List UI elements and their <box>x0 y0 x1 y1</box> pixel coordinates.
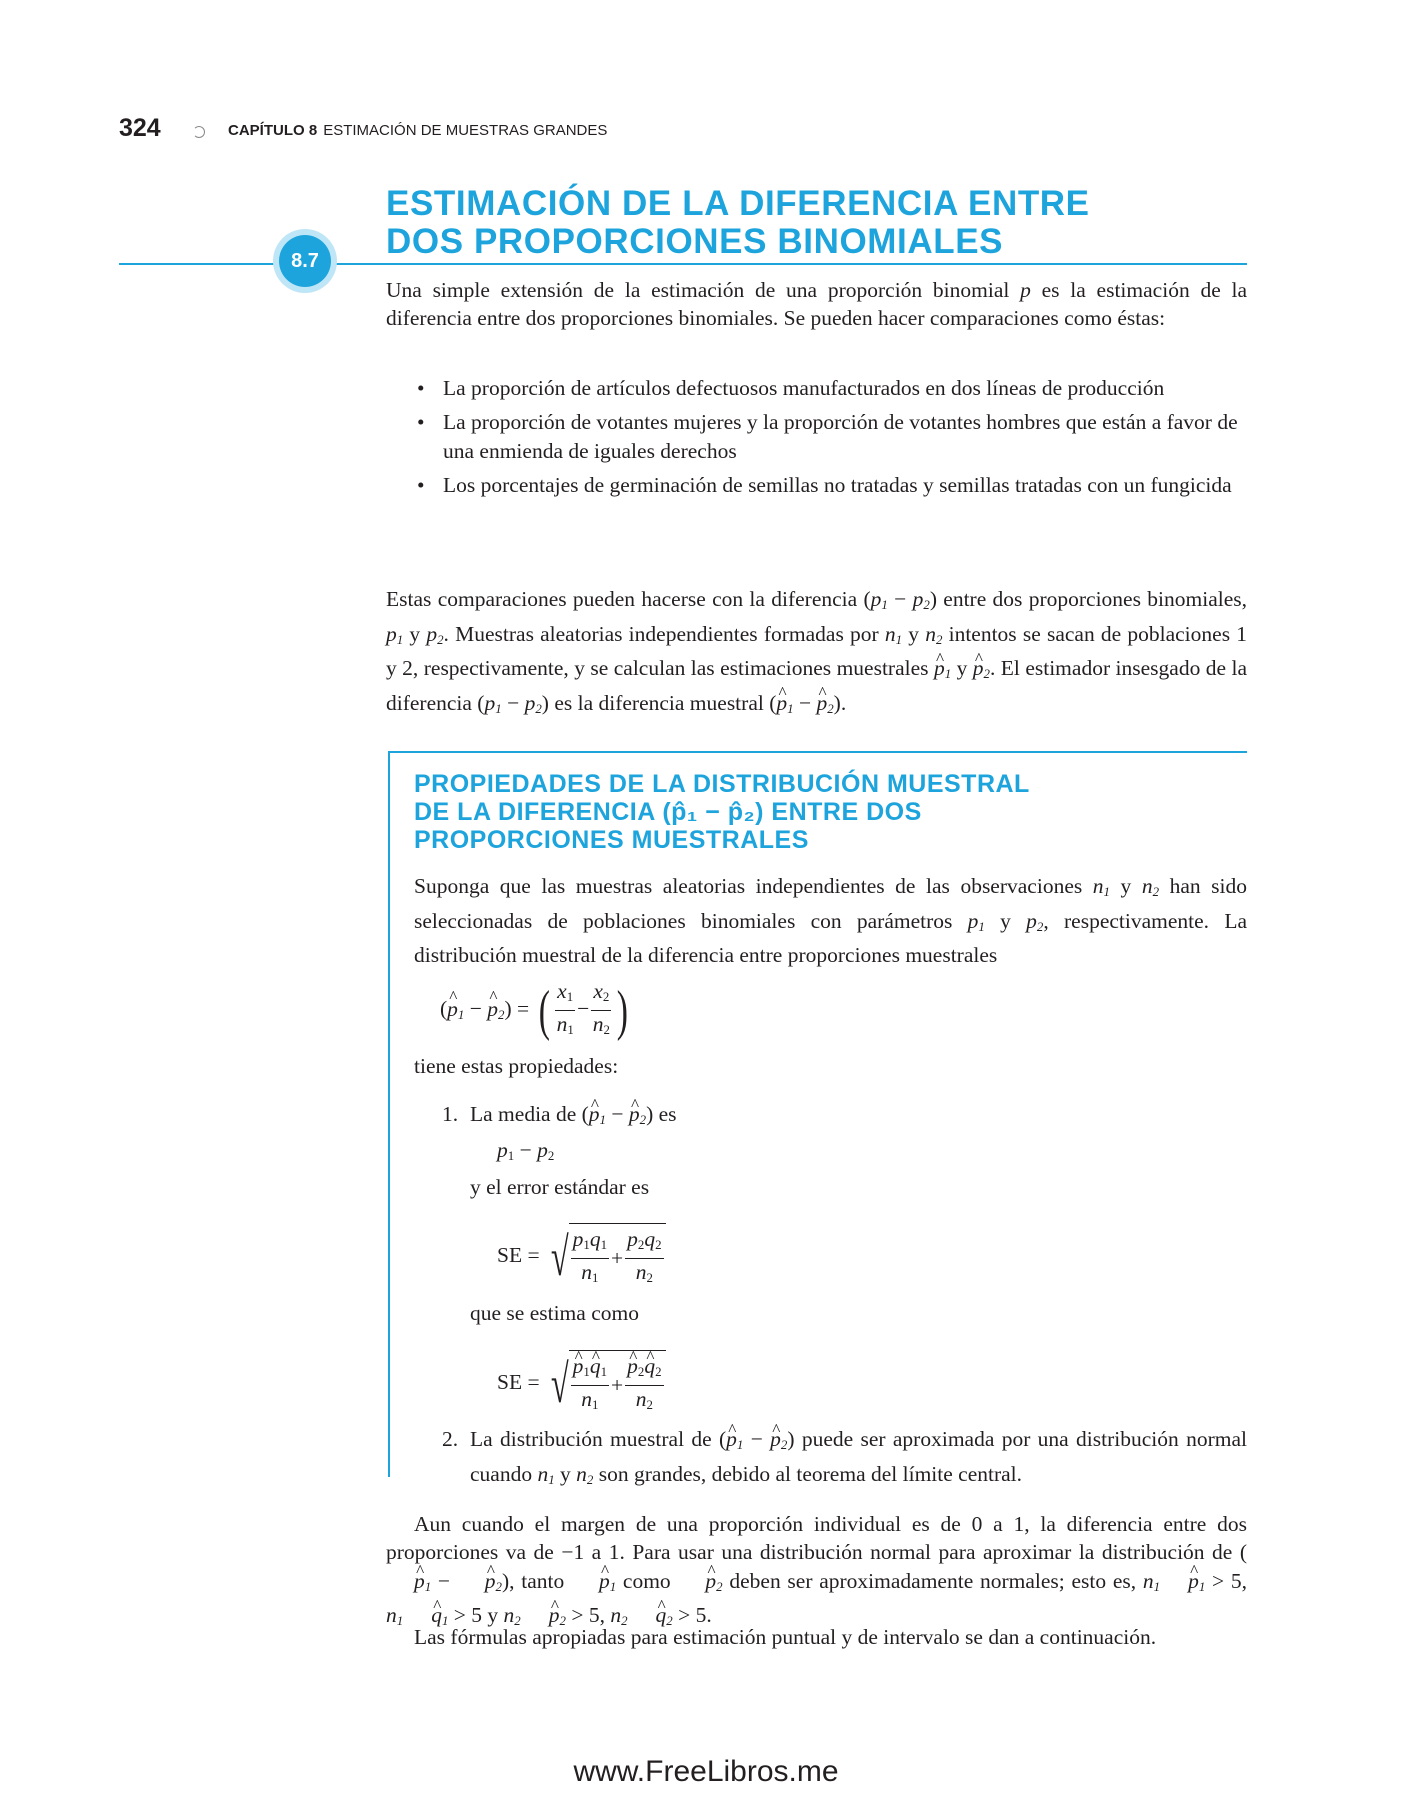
item-1-number: 1. <box>442 1102 459 1126</box>
bullet-icon: • <box>417 410 425 435</box>
closing-paragraph: Las fórmulas apropiadas para estimación puntual y de intervalo se dan a continuación. <box>414 1625 1157 1649</box>
se-label: SE = <box>497 1370 540 1395</box>
math-variable: ^ $p_2$ <box>677 1569 722 1593</box>
difference-formula: (^ $p_1$ − ^ $p_2$) = ( $\frac{x_1}{n_1}$ − $\frac{x_2}{n_2}$ ) <box>440 978 632 1043</box>
item-2-number: 2. <box>442 1427 459 1451</box>
math-variable: $n_2$ <box>1141 874 1160 900</box>
properties-intro: tiene estas propiedades: <box>414 1054 619 1078</box>
math-variable: ^ $p_1$ <box>386 1569 431 1593</box>
math-variable: ^ $p_2$ <box>457 1569 502 1593</box>
intro-paragraph: Una simple extensión de la estimación de una proporción binomial p es la estimación de la diferencia entre dos proporciones binomiales. Se pueden hacer comparaciones como éstas: <box>386 278 1248 331</box>
math-variable: $p_1$ <box>386 621 404 647</box>
math-variable: $n_2$ <box>925 621 943 647</box>
bullet-icon: • <box>417 376 425 400</box>
running-head-bullet-icon <box>193 126 205 138</box>
math-variable: ^ $q_2$ <box>628 1603 673 1627</box>
math-variable: $p_1$ <box>870 587 888 613</box>
math-variable: $n_1$ <box>1142 1568 1161 1594</box>
bullet-list <box>418 374 1247 505</box>
math-variable: p <box>1020 278 1031 302</box>
list-item <box>418 408 1247 465</box>
box-heading-line-3: PROPORCIONES MUESTRALES <box>414 826 809 854</box>
running-head <box>228 122 607 139</box>
math-variable: $n_1$ <box>884 621 903 647</box>
math-variable: $p_1$ <box>967 908 985 934</box>
list-item <box>418 374 1247 402</box>
math-variable: ^ $p_2$ <box>629 1102 646 1126</box>
mean-formula: $p_1 - p_2$ <box>497 1138 555 1164</box>
chapter-title: ESTIMACIÓN DE MUESTRAS GRANDES <box>323 122 608 139</box>
bullet-icon: • <box>417 472 425 497</box>
math-variable: ^ $p_1$ <box>776 691 793 715</box>
list-item-text: La proporción de artículos defectuosos manufacturados en dos líneas de producción <box>443 376 1165 400</box>
math-variable: ^ $q_1$ <box>403 1603 448 1627</box>
math-variable: ^ $p_2$ <box>521 1603 566 1627</box>
box-top-border <box>388 751 1247 753</box>
math-variable: $n_1$ <box>1092 874 1110 900</box>
math-variable: $p_2$ <box>1026 908 1044 934</box>
item-2-text: La distribución muestral de (^ $p_1$ − ^ $p_2$) puede ser aproximada por una distribución normal cuando $n_1$ y $n_2$ son grandes, debido al teorema del límite central. <box>470 1425 1247 1494</box>
math-variable: ^ $p_2$ <box>973 656 990 680</box>
math-variable: ^ $p_1$ <box>571 1569 616 1593</box>
math-variable: $n_1$ <box>537 1461 555 1487</box>
math-variable: $p_2$ <box>912 587 930 613</box>
math-variable: $n_1$ <box>386 1603 404 1629</box>
range-paragraph: Aun cuando el margen de una proporción individual es de 0 a 1, la diferencia entre dos proporciones va de −1 a 1. Para usar una distribución normal para aproximar la distribución de (^ $p_1$ − ^ $p_2$), tanto ^ $p_1$ como ^ $p_2$ deben ser aproximadamente normales; esto es, $n_1\^{}$ $p_1 > 5$, $n_1\^{}$ $q_1 > 5$ y $n_2\^{}$ $p_2 > 5$, $n_2\^{}$ $q_2 > 5$. <box>386 1510 1247 1636</box>
page-number: 324 <box>119 114 161 142</box>
box-left-border <box>388 751 390 1477</box>
list-item-text: Los porcentajes de germinación de semillas no tratadas y semillas tratadas con un fungicida <box>443 472 1232 497</box>
math-variable: ^ $p_1$ <box>934 656 951 680</box>
math-variable: ^ $p_2$ <box>816 691 833 715</box>
se-estimate-formula: SE = √ ^ $\frac{p_1\^{} q_1}{n_1}$ + ^ $\frac{p_2\^{} q_2}{n_2}$ <box>497 1350 666 1418</box>
section-title-line-1: ESTIMACIÓN DE LA DIFERENCIA ENTRE <box>386 184 1090 223</box>
math-variable: $n_2$ <box>610 1603 628 1629</box>
se-formula: SE = √ $\frac{p_1q_1}{n_1}$ + $\frac{p_2q_2}{n_2}$ <box>497 1223 666 1291</box>
math-variable: ^ $p_1$ <box>589 1102 606 1126</box>
list-item-text: La proporción de votantes mujeres y la proporción de votantes hombres que están a favor de una enmienda de iguales derechos <box>443 410 1238 463</box>
footer-watermark: www.FreeLibros.me <box>573 1755 839 1788</box>
estimate-text: que se estima como <box>470 1301 639 1325</box>
math-variable: ^ $p_2$ <box>770 1427 787 1451</box>
item-1-text: La media de (^ $p_1$ − ^ $p_2$) es <box>470 1100 677 1135</box>
standard-error-text: y el error estándar es <box>470 1175 650 1199</box>
section-title-line-2: DOS PROPORCIONES BINOMIALES <box>386 222 1004 261</box>
list-item <box>418 471 1247 499</box>
math-variable: ^ $p_1$ <box>1160 1569 1205 1593</box>
chapter-label: CAPÍTULO 8 <box>228 122 318 139</box>
math-variable: $p_1$ <box>484 690 502 716</box>
math-variable: $n_2$ <box>576 1461 594 1487</box>
box-paragraph: Suponga que las muestras aleatorias independientes de las observaciones $n_1$ y $n_2$ han sido seleccionadas de poblaciones binomiales con parámetros $p_1$ y $p_2$, respectivamente. La distribución muestral de la diferencia entre proporciones muestrales <box>414 874 1247 968</box>
box-heading-line-2: DE LA DIFERENCIA (p̂₁ − p̂₂) ENTRE DOS <box>414 798 922 826</box>
math-variable: $p_2$ <box>524 690 542 716</box>
box-heading-line-1: PROPIEDADES DE LA DISTRIBUCIÓN MUESTRAL <box>414 770 1030 798</box>
se-label: SE = <box>497 1243 540 1268</box>
math-variable: $p_2$ <box>426 621 444 647</box>
math-variable: ^ $p_1$ <box>726 1427 743 1451</box>
comparison-paragraph: Estas comparaciones pueden hacerse con la diferencia $(p_1 - p_2)$ entre dos proporciones binomiales, $p_1$ y $p_2$. Muestras aleatorias independientes formadas por $n_1$ y $n_2$ intentos se sacan de poblaciones 1 y 2, respectivamente, y se calculan las estimaciones muestrales ^ $p_1$ y ^ $p_2$. El estimador insesgado de la diferencia $(p_1 - p_2)$ es la diferencia muestral (^ $p_1$ − ^ $p_2$). <box>386 585 1247 723</box>
section-number: 8.7 <box>279 235 331 287</box>
math-variable: $n_2$ <box>503 1603 521 1629</box>
section-number-badge <box>273 229 337 293</box>
